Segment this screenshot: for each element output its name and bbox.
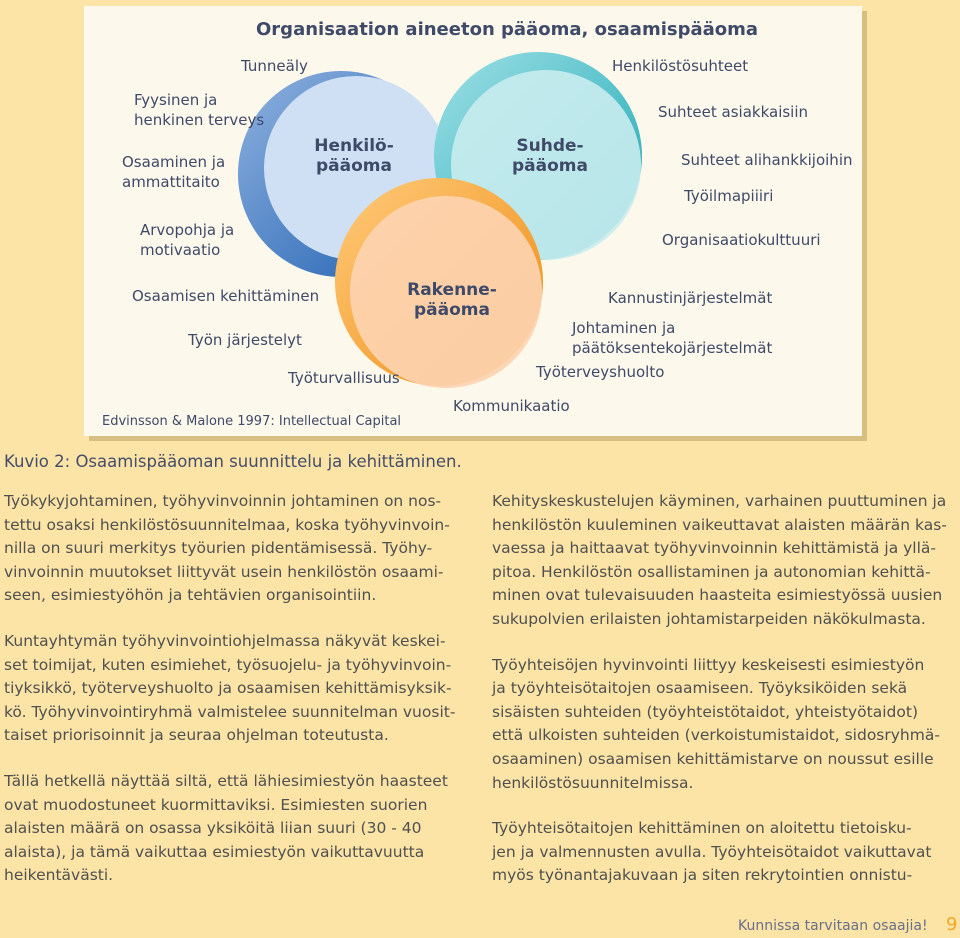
label-kommunikaatio: Kommunikaatio <box>453 397 570 415</box>
label-osaaminen: Osaaminen ja ammattitaito <box>122 153 226 191</box>
label-arvopohja: Arvopohja ja motivaatio <box>140 221 235 259</box>
label-henkilostosuhteet: Henkilöstösuhteet <box>612 57 749 75</box>
page-number: 9 <box>946 914 958 935</box>
label-tunnealy: Tunneäly <box>241 57 308 75</box>
label-johtaminen: Johtaminen ja päätöksentekojärjestelmät <box>572 319 773 357</box>
right-paragraph-1: Kehityskeskustelujen käyminen, varhainen puuttuminen ja henkilöstön kuuleminen vaikeuttavat alaisten määrän kas- vaessa ja haittaavat työhyvinvoinnin kehittämistä ja yllä- pitoa. Henkilöstön osallistaminen ja autonomian kehittä- minen ovat tulevaisuuden haasteita esimiestyössä uusien sukupolvien erilaisten johtamistarpeiden näkökulmasta. <box>492 492 947 628</box>
figure-title: Organisaation aineeton pääoma, osaamispääoma <box>256 19 759 40</box>
label-asiakkaisiin: Suhteet asiakkaisiin <box>658 103 809 121</box>
label-osaamisen-kehittaminen: Osaamisen kehittäminen <box>132 287 320 305</box>
label-fyysinen: Fyysinen ja henkinen terveys <box>134 91 265 129</box>
left-paragraph-3: Tällä hetkellä näyttää siltä, että lähiesimiestyön haasteet ovat muodostuneet kuormittaviksi. Esimiesten suorien alaisten määrä on osassa yksiköitä liian suuri (30 - 40 alaista), ja tämä vaikuttaa esimiestyön vaikuttavuutta heikentävästi. <box>4 771 448 885</box>
figure-caption: Kuvio 2: Osaamispääoman suunnittelu ja kehittäminen. <box>4 452 462 471</box>
label-alihankkijoihin: Suhteet alihankkijoihin <box>681 151 853 169</box>
figure-panel <box>84 6 862 436</box>
left-column <box>4 490 474 910</box>
relational-capital-label: Suhde- pääoma <box>512 136 588 176</box>
human-capital-label: Henkilö- pääoma <box>314 136 394 176</box>
label-kannustin: Kannustinjärjestelmät <box>608 289 773 307</box>
left-paragraph-1: Työkykyjohtaminen, työhyvinvoinnin johtaminen on nos- tettu osaksi henkilöstösuunnitelmaa, koska työhyvinvoin- nilla on suuri merkitys työurien pidentämisessä. Työhy- vinvoinnin muutokset liittyvät usein henkilöstön osaami- seen, esimiestyöhön ja tehtävien organisointiin. <box>4 492 450 605</box>
footer-text: Kunnissa tarvitaan osaajia! <box>738 918 928 934</box>
label-tyoterveyshuolto: Työterveyshuolto <box>536 363 665 381</box>
structural-capital-label: Rakenne- pääoma <box>407 280 497 320</box>
label-tyoturvallisuus: Työturvallisuus <box>288 369 400 387</box>
figure-credit: Edvinsson & Malone 1997: Intellectual Capital <box>102 414 402 429</box>
right-paragraph-3: Työyhteisötaitojen kehittäminen on aloitettu tietoisku- jen ja valmennusten avulla. Työyhteisötaidot vaikuttavat myös työnantajakuvaan ja siten rekrytointien onnistu- <box>492 819 932 885</box>
label-organisaatiokulttuuri: Organisaatiokulttuuri <box>662 231 821 249</box>
left-paragraph-2: Kuntayhtymän työhyvinvointiohjelmassa näkyvät keskei- set toimijat, kuten esimiehet, työsuojelu- ja työhyvinvoin- tiyksikkö, työterveyshuolto ja osaamisen kehittämisyksik- kö. Työhyvinvointiryhmä valmistelee suunnitelman vuosit- taiset priorisoinnit ja seuraa ohjelman toteutusta. <box>4 631 456 745</box>
label-tyon-jarjestelyt: Työn järjestelyt <box>188 331 302 349</box>
right-paragraph-2: Työyhteisöjen hyvinvointi liittyy keskeisesti esimiestyön ja työyhteisötaitojen osaamiseen. Työyksiköiden sekä sisäisten suhteiden (työyhteistötaidot, yhteistyötaidot) että ulkoisten suhteiden (verkoistumistaidot, sidosryhmä- osaaminen) osaamisen kehittämistarve on noussut esille henkilöstösuunnitelmissa. <box>492 655 940 792</box>
label-tyoilmapiiri: Työilmapiiiri <box>684 187 774 205</box>
right-column <box>492 490 960 910</box>
